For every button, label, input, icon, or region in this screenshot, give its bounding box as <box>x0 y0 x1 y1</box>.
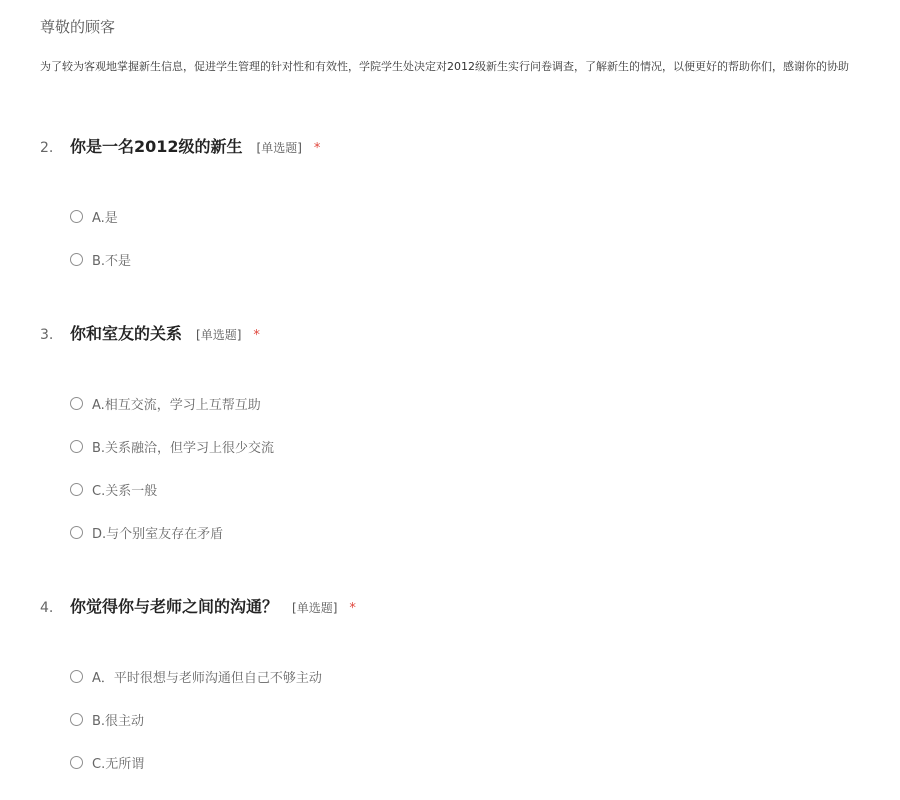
option-label[interactable]: A.是 <box>92 210 118 226</box>
required-marker: * <box>313 141 321 156</box>
radio-button[interactable] <box>70 253 83 266</box>
option-q4-b[interactable] <box>70 709 144 729</box>
question-number: 4. <box>40 600 54 616</box>
option-q2-a[interactable] <box>70 206 118 226</box>
option-label[interactable]: A.相互交流，学习上互帮互助 <box>92 397 261 413</box>
radio-button[interactable] <box>70 670 83 683</box>
radio-button[interactable] <box>70 397 83 410</box>
option-q4-c[interactable] <box>70 752 144 772</box>
option-q2-b[interactable] <box>70 249 131 269</box>
question-type-tag: [单选题] <box>196 328 242 342</box>
option-label[interactable]: C.无所谓 <box>92 756 145 772</box>
question-3 <box>40 321 880 542</box>
radio-button[interactable] <box>70 483 83 496</box>
question-number: 3. <box>40 327 54 343</box>
question-title: 你觉得你与老师之间的沟通？ <box>70 597 279 616</box>
option-label[interactable]: D.与个别室友存在矛盾 <box>92 526 224 542</box>
intro-text: 为了较为客观地掌握新生信息，促进学生管理的针对性和有效性，学院学生处决定对2012级新生实行问卷调查，了解新生的情况，以便更好的帮助你们，感谢你的协助 <box>40 60 849 73</box>
option-label[interactable]: B.很主动 <box>92 713 145 729</box>
question-number: 2. <box>40 140 54 156</box>
option-label[interactable]: B.关系融洽，但学习上很少交流 <box>92 440 275 456</box>
question-header <box>40 321 880 345</box>
option-label[interactable]: B.不是 <box>92 253 132 269</box>
radio-button[interactable] <box>70 713 83 726</box>
question-header <box>40 594 880 618</box>
option-q3-b[interactable] <box>70 436 274 456</box>
option-q3-d[interactable] <box>70 522 223 542</box>
radio-button[interactable] <box>70 526 83 539</box>
option-q3-c[interactable] <box>70 479 157 499</box>
required-marker: * <box>349 601 356 616</box>
question-type-tag: [单选题] <box>292 601 338 615</box>
question-4 <box>40 594 880 772</box>
greeting-text: 尊敬的顾客 <box>40 18 116 36</box>
question-header <box>40 134 880 158</box>
question-title: 你和室友的关系 <box>70 324 183 343</box>
required-marker: * <box>253 328 260 343</box>
question-2 <box>40 134 880 269</box>
radio-button[interactable] <box>70 210 83 223</box>
option-label[interactable]: C.关系一般 <box>92 483 158 499</box>
radio-button[interactable] <box>70 756 83 769</box>
radio-button[interactable] <box>70 440 83 453</box>
question-title: 你是一名2012级的新生 <box>70 137 243 156</box>
option-q4-a[interactable] <box>70 666 322 686</box>
option-label[interactable]: A．平时很想与老师沟通但自己不够主动 <box>92 670 322 686</box>
question-type-tag: [单选题] <box>256 141 302 155</box>
option-q3-a[interactable] <box>70 393 261 413</box>
